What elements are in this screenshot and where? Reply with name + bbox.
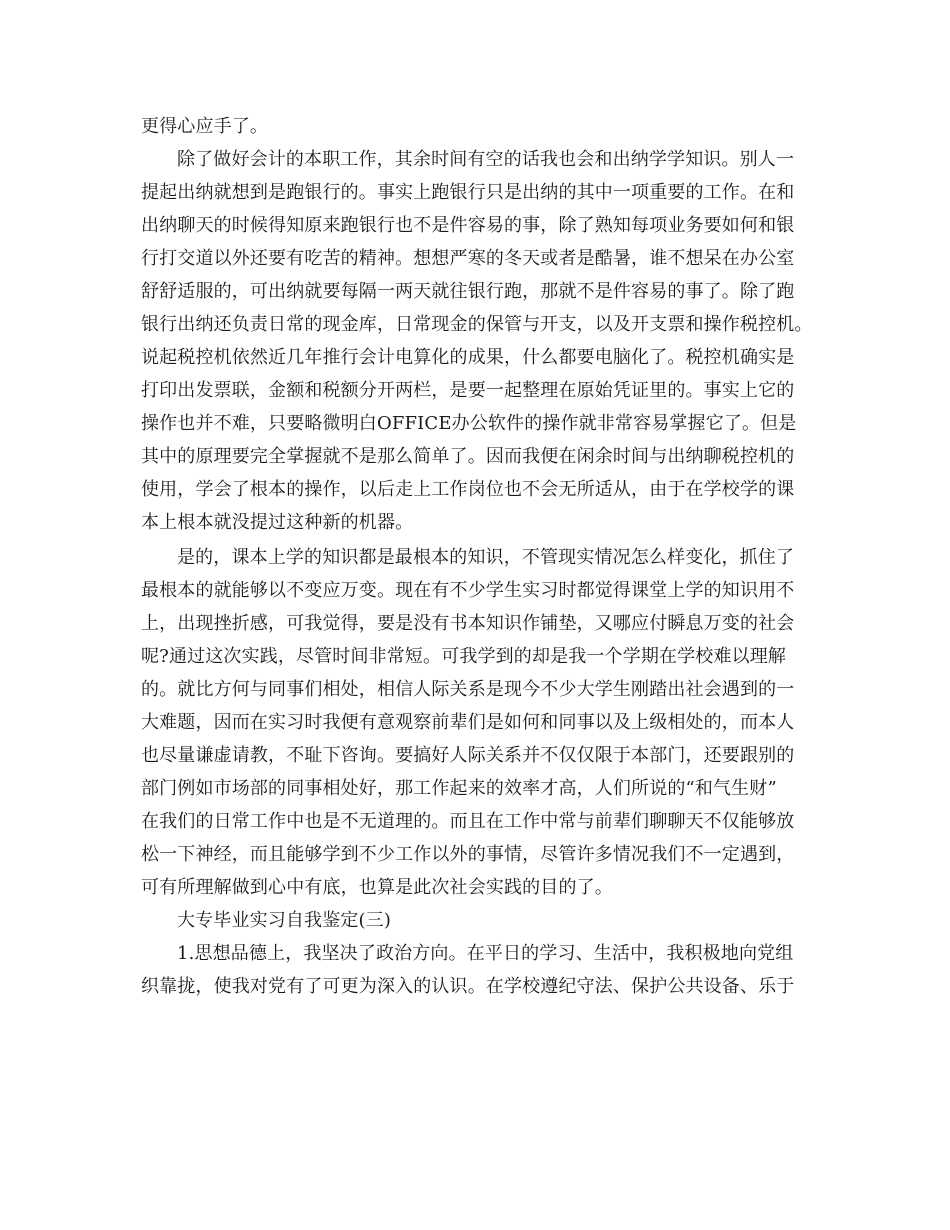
text-line: 的。就比方何与同事们相处，相信人际关系是现今不少大学生刚踏出社会遇到的一 xyxy=(141,679,795,700)
text-line: 上，出现挫折感，可我觉得，要是没有书本知识作铺垫，又哪应付瞬息万变的社会 xyxy=(141,613,795,634)
text-line: 最根本的就能够以不变应万变。现在有不少学生实习时都觉得课堂上学的知识用不 xyxy=(141,580,795,601)
text-line: 操作也并不难，只要略微明白OFFICE办公软件的操作就非常容易掌握它了。但是 xyxy=(141,413,797,434)
section-heading: 大专毕业实习自我鉴定(三) xyxy=(177,910,391,931)
text-line: 可有所理解做到心中有底，也算是此次社会实践的目的了。 xyxy=(141,877,613,898)
text-line: 出纳聊天的时候得知原来跑银行也不是件容易的事，除了熟知每项业务要如何和银 xyxy=(141,215,795,236)
text-line: 大难题，因而在实习时我便有意观察前辈们是如何和同事以及上级相处的，而本人 xyxy=(141,712,795,733)
text-line: 舒舒适服的，可出纳就要每隔一两天就往银行跑，那就不是件容易的事了。除了跑 xyxy=(141,281,795,302)
text-line: 其中的原理要完全掌握就不是那么简单了。因而我便在闲余时间与出纳聊税控机的 xyxy=(141,446,795,467)
text-line: 说起税控机依然近几年推行会计电算化的成果，什么都要电脑化了。税控机确实是 xyxy=(141,347,795,368)
text-line: 银行出纳还负责日常的现金库，日常现金的保管与开支，以及开支票和操作税控机。 xyxy=(141,314,813,335)
text-line: 打印出发票联，金额和税额分开两栏，是要一起整理在原始凭证里的。事实上它的 xyxy=(141,380,795,401)
paragraph-start: 1.思想品德上，我坚决了政治方向。在平日的学习、生活中，我积极地向党组 xyxy=(177,943,794,964)
text-line: 行打交道以外还要有吃苦的精神。想想严寒的冬天或者是酷暑，谁不想呆在办公室 xyxy=(141,248,795,269)
text-line: 也尽量谦虚请教，不耻下咨询。要搞好人际关系并不仅仅限于本部门，还要跟别的 xyxy=(141,745,795,766)
text-line: 更得心应手了。 xyxy=(141,116,269,137)
paragraph-start: 除了做好会计的本职工作，其余时间有空的话我也会和出纳学学知识。别人一 xyxy=(177,149,795,170)
text-line: 松一下神经，而且能够学到不少工作以外的事情，尽管许多情况我们不一定遇到， xyxy=(141,844,795,865)
text-line: 在我们的日常工作中也是不无道理的。而且在工作中常与前辈们聊聊天不仅能够放 xyxy=(141,811,795,832)
text-line: 提起出纳就想到是跑银行的。事实上跑银行只是出纳的其中一项重要的工作。在和 xyxy=(141,182,795,203)
text-line: 本上根本就没提过这种新的机器。 xyxy=(141,512,414,533)
text-line: 部门例如市场部的同事相处好，那工作起来的效率才高，人们所说的“和气生财” xyxy=(141,778,777,799)
text-line: 使用，学会了根本的操作，以后走上工作岗位也不会无所适从，由于在学校学的课 xyxy=(141,479,795,500)
text-line: 织靠拢，使我对党有了可更为深入的认识。在学校遵纪守法、保护公共设备、乐于 xyxy=(141,976,795,997)
paragraph-start: 是的，课本上学的知识都是最根本的知识，不管现实情况怎么样变化，抓住了 xyxy=(177,547,795,568)
text-line: 呢?通过这次实践，尽管时间非常短。可我学到的却是我一个学期在学校难以理解 xyxy=(141,646,787,667)
